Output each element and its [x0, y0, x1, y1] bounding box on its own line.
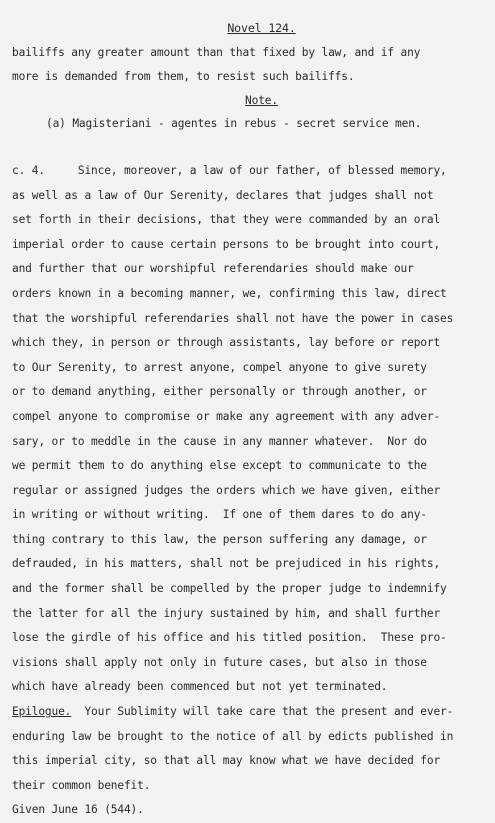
text-line: in writing or without writing. If one of them dares to do any- — [12, 508, 427, 522]
text-line: and further that our worshipful referendaries should make our — [12, 262, 414, 276]
text-line: Your Sublimity will take care that the present and ever- — [71, 705, 454, 719]
text-line: which they, in person or through assistants, lay before or report — [12, 336, 441, 350]
text-line: set forth in their decisions, that they were commanded by an oral — [12, 213, 441, 227]
text-line: more is demanded from them, to resist such bailiffs. — [12, 70, 355, 84]
text-line: as well as a law of Our Serenity, declares that judges shall not — [12, 188, 434, 202]
text-line: which have already been commenced but not yet terminated. — [12, 680, 388, 694]
text-line: enduring law be brought to the notice of all by edicts published in — [12, 729, 454, 743]
text-line: defrauded, in his matters, shall not be prejudiced in his rights, — [12, 557, 441, 571]
note-heading: Note. — [245, 93, 278, 107]
text-line: to Our Serenity, to arrest anyone, compel anyone to give surety — [12, 360, 427, 374]
epilogue-label: Epilogue. — [12, 705, 72, 719]
text-line: regular or assigned judges the orders which we have given, either — [12, 483, 441, 497]
text-line: sary, or to meddle in the cause in any manner whatever. Nor do — [12, 434, 427, 448]
text-line: c. 4. Since, moreover, a law of our father, of blessed memory, — [12, 163, 447, 177]
text-line: compel anyone to compromise or make any agreement with any adver- — [12, 409, 441, 423]
text-line: visions shall apply not only in future cases, but also in those — [12, 655, 427, 669]
epilogue-line — [12, 700, 485, 725]
text-line: imperial order to cause certain persons to be brought into court, — [12, 237, 441, 251]
text-line: their common benefit. — [12, 778, 151, 792]
text-line: and the former shall be compelled by the proper judge to indemnify — [12, 582, 447, 596]
note-text: (a) Magisteriani - agentes in rebus - secret service men. — [46, 117, 422, 131]
text-line: bailiffs any greater amount than that fixed by law, and if any — [12, 45, 421, 59]
text-line: thing contrary to this law, the person suffering any damage, or — [12, 532, 427, 546]
text-line: orders known in a becoming manner, we, confirming this law, direct — [12, 286, 447, 300]
text-line: this imperial city, so that all may know what we have decided for — [12, 754, 441, 768]
text-line: that the worshipful referendaries shall not have the power in cases — [12, 311, 454, 325]
document-heading: Novel 124. — [227, 21, 296, 35]
paragraph-gap — [12, 137, 485, 159]
text-line: the latter for all the injury sustained by him, and shall further — [12, 606, 441, 620]
text-line: or to demand anything, either personally or through another, or — [12, 385, 427, 399]
text-line: we permit them to do anything else except to communicate to the — [12, 459, 427, 473]
text-line: lose the girdle of his office and his titled position. These pro- — [12, 631, 447, 645]
closing-line: Given June 16 (544). — [12, 803, 144, 817]
